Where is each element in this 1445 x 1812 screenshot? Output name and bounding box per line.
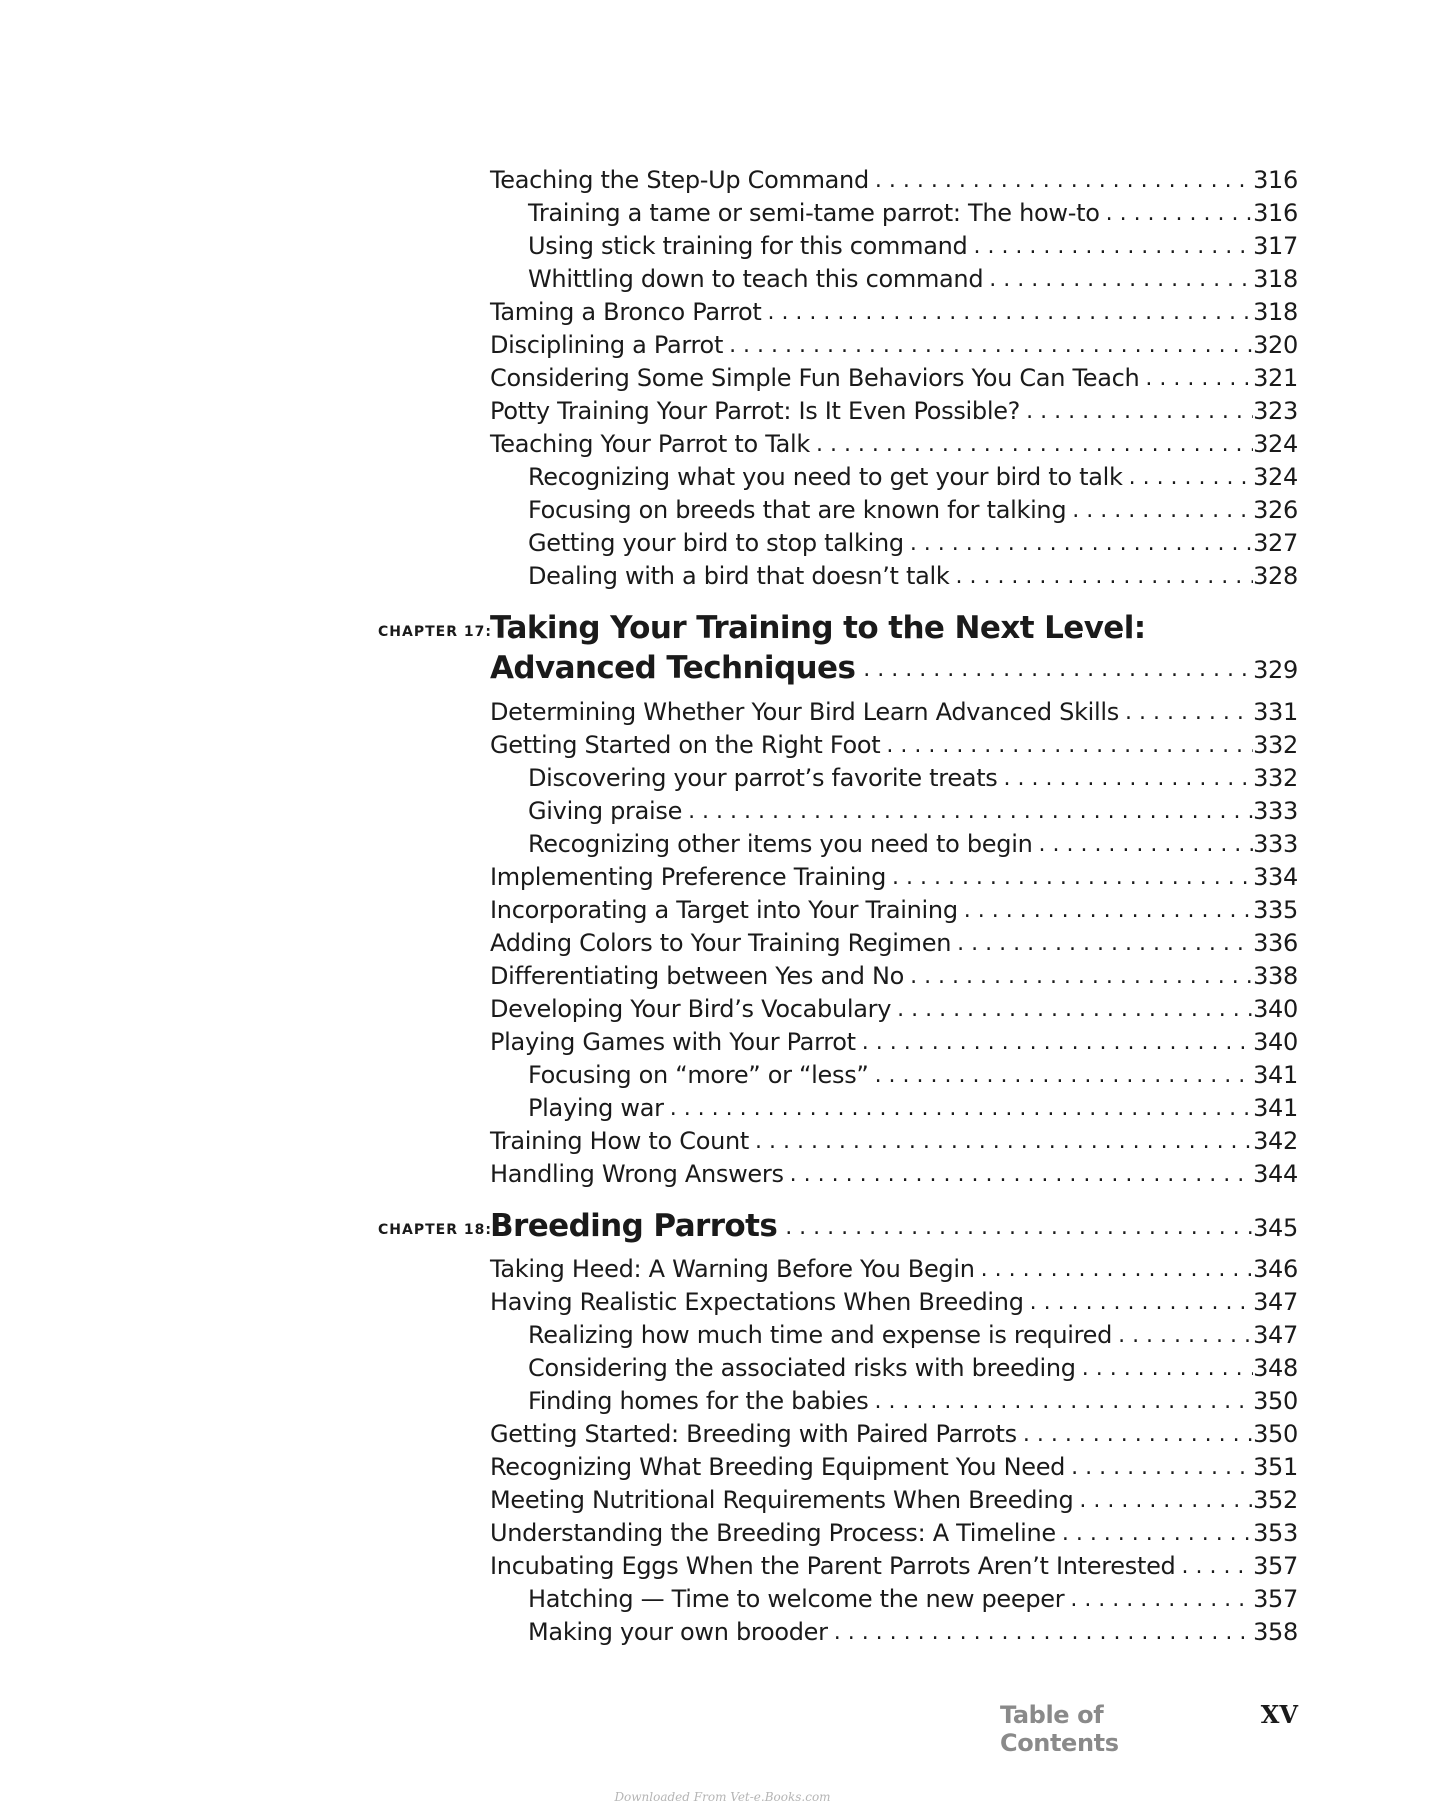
toc-entry[interactable] (490, 1286, 1298, 1319)
dot-leader (981, 1253, 1253, 1286)
toc-entry[interactable] (490, 1484, 1298, 1517)
toc-entry-title: Disciplining a Parrot (490, 331, 724, 359)
toc-entry-page: 351 (1253, 1453, 1298, 1481)
toc-entry[interactable] (490, 696, 1298, 729)
toc-entry[interactable] (490, 927, 1298, 960)
toc-entry-title: Recognizing other items you need to begin (528, 830, 1033, 858)
toc-entry-title: Having Realistic Expectations When Breeding (490, 1288, 1024, 1316)
toc-entry[interactable] (490, 197, 1298, 230)
toc-entry[interactable] (490, 230, 1298, 263)
toc-entry-title: Considering the associated risks with breeding (528, 1354, 1076, 1382)
toc-entry-title: Realizing how much time and expense is required (528, 1321, 1113, 1349)
toc-entry[interactable] (490, 164, 1298, 197)
dot-leader (755, 1125, 1253, 1158)
dot-leader (886, 729, 1253, 762)
toc-entry-page: 332 (1253, 764, 1298, 792)
dot-leader (767, 296, 1253, 329)
toc-entry-page: 324 (1253, 430, 1298, 458)
toc-entry-title: Developing Your Bird’s Vocabulary (490, 995, 892, 1023)
dot-leader (874, 1385, 1253, 1418)
toc-entry-page: 347 (1253, 1321, 1298, 1349)
dot-leader (790, 1158, 1253, 1191)
toc-entry-page: 341 (1253, 1061, 1298, 1089)
toc-entry-title: Giving praise (528, 797, 683, 825)
dot-leader (1106, 197, 1253, 230)
toc-entry-title: Taking Heed: A Warning Before You Begin (490, 1255, 975, 1283)
dot-leader (729, 329, 1253, 362)
toc-entry-page: 328 (1253, 562, 1298, 590)
chapter-17-entries (490, 696, 1298, 1191)
toc-entry-page: 327 (1253, 529, 1298, 557)
toc-entry-title: Recognizing What Breeding Equipment You Need (490, 1453, 1066, 1481)
dot-leader (957, 927, 1253, 960)
dot-leader (1026, 395, 1253, 428)
toc-entry-page: 331 (1253, 698, 1298, 726)
toc-entry-page: 332 (1253, 731, 1298, 759)
chapter-label: CHAPTER 18: (378, 1222, 492, 1238)
toc-entry-page: 357 (1253, 1585, 1298, 1613)
toc-entry[interactable] (490, 560, 1298, 593)
chapter-page-number: 329 (1253, 656, 1298, 684)
dot-leader (1071, 1451, 1253, 1484)
dot-leader (892, 861, 1253, 894)
toc-entry-page: 347 (1253, 1288, 1298, 1316)
toc-entry-page: 336 (1253, 929, 1298, 957)
toc-entry[interactable] (490, 1059, 1298, 1092)
toc-entry-page: 318 (1253, 298, 1298, 326)
toc-entry-page: 340 (1253, 995, 1298, 1023)
dot-leader (1125, 696, 1253, 729)
toc-entry-page: 326 (1253, 496, 1298, 524)
toc-entry-title: Meeting Nutritional Requirements When Breeding (490, 1486, 1074, 1514)
dot-leader (973, 230, 1253, 263)
toc-entry-title: Finding homes for the babies (528, 1387, 869, 1415)
watermark: Downloaded From Vet-e.Books.com (614, 1790, 831, 1804)
toc-entry[interactable] (490, 1092, 1298, 1125)
dot-leader (1039, 828, 1254, 861)
toc-entry-title: Considering Some Simple Fun Behaviors You Can Teach (490, 364, 1140, 392)
toc-entry[interactable] (490, 1517, 1298, 1550)
toc-entry[interactable] (490, 861, 1298, 894)
toc-entry-page: 333 (1253, 830, 1298, 858)
dot-leader (1062, 1517, 1253, 1550)
toc-entry-page: 333 (1253, 797, 1298, 825)
toc-entry-page: 341 (1253, 1094, 1298, 1122)
dot-leader (1079, 1484, 1253, 1517)
toc-entry-title: Focusing on “more” or “less” (528, 1061, 869, 1089)
toc-entry[interactable] (490, 1616, 1298, 1649)
toc-entry-page: 352 (1253, 1486, 1298, 1514)
toc-entry-title: Recognizing what you need to get your bird to talk (528, 463, 1123, 491)
toc-entry[interactable] (490, 894, 1298, 927)
dot-leader (1181, 1550, 1253, 1583)
toc-entry[interactable] (490, 1125, 1298, 1158)
toc-entry-page: 342 (1253, 1127, 1298, 1155)
toc-entry-page: 358 (1253, 1618, 1298, 1646)
toc-entry-page: 324 (1253, 463, 1298, 491)
toc-entry-title: Training a tame or semi-tame parrot: The how-to (528, 199, 1100, 227)
toc-entry-page: 334 (1253, 863, 1298, 891)
toc-entry-title: Taming a Bronco Parrot (490, 298, 762, 326)
toc-entry-title: Dealing with a bird that doesn’t talk (528, 562, 950, 590)
toc-entry[interactable] (490, 1451, 1298, 1484)
toc-entry[interactable] (490, 428, 1298, 461)
chapter-title-line-2: Advanced Techniques . . . 329 (490, 648, 1298, 688)
toc-entry-page: 353 (1253, 1519, 1298, 1547)
dot-leader (875, 164, 1253, 197)
toc-entry-title: Incubating Eggs When the Parent Parrots Aren’t Interested (490, 1552, 1176, 1580)
toc-entry-title: Playing war (528, 1094, 664, 1122)
dot-leader (875, 1059, 1254, 1092)
toc-entry-page: 317 (1253, 232, 1298, 260)
toc-entry-title: Potty Training Your Parrot: Is It Even Possible? (490, 397, 1021, 425)
toc-entry[interactable] (490, 1385, 1298, 1418)
dot-leader (1004, 762, 1254, 795)
toc-entry-page: 320 (1253, 331, 1298, 359)
toc-entry[interactable] (490, 960, 1298, 993)
toc-entry[interactable] (490, 329, 1298, 362)
toc-entry-title: Incorporating a Target into Your Training (490, 896, 958, 924)
dot-leader (1070, 1583, 1253, 1616)
toc-entry-title: Discovering your parrot’s favorite treats (528, 764, 998, 792)
toc-entry-page: 323 (1253, 397, 1298, 425)
toc-section-top (490, 164, 1298, 593)
toc-entry-title: Whittling down to teach this command (528, 265, 984, 293)
toc-entry[interactable] (490, 527, 1298, 560)
toc-entry[interactable] (490, 1550, 1298, 1583)
toc-entry-title: Hatching — Time to welcome the new peeper (528, 1585, 1065, 1613)
toc-entry-page: 335 (1253, 896, 1298, 924)
toc-entry[interactable] (490, 461, 1298, 494)
toc-entry-title: Implementing Preference Training (490, 863, 887, 891)
toc-entry[interactable] (490, 1418, 1298, 1451)
toc-entry-page: 350 (1253, 1387, 1298, 1415)
chapter-label: CHAPTER 17: (378, 624, 492, 640)
toc-entry[interactable] (490, 1352, 1298, 1385)
toc-entry-title: Teaching Your Parrot to Talk (490, 430, 810, 458)
toc-entry-page: 316 (1253, 199, 1298, 227)
chapter-title-line-1: Breeding Parrots . . . 345 (490, 1206, 1298, 1246)
toc-entry[interactable] (490, 494, 1298, 527)
dot-leader (910, 960, 1253, 993)
toc-entry[interactable] (490, 1583, 1298, 1616)
dot-leader (862, 1026, 1253, 1059)
dot-leader (1082, 1352, 1253, 1385)
toc-entry[interactable] (490, 762, 1298, 795)
chapter-title-line-1: Taking Your Training to the Next Level: (490, 610, 1146, 646)
toc-entry-title: Differentiating between Yes and No (490, 962, 905, 990)
footer-page-number: XV (1260, 1700, 1298, 1729)
dot-leader (1030, 1286, 1253, 1319)
toc-entry[interactable] (490, 729, 1298, 762)
dot-leader (834, 1616, 1253, 1649)
toc-entry-title: Adding Colors to Your Training Regimen (490, 929, 952, 957)
toc-entry-page: 340 (1253, 1028, 1298, 1056)
toc-entry-title: Focusing on breeds that are known for talking (528, 496, 1067, 524)
toc-entry[interactable] (490, 828, 1298, 861)
toc-entry-page: 357 (1253, 1552, 1298, 1580)
toc-entry-page: 321 (1253, 364, 1298, 392)
toc-entry-title: Getting your bird to stop talking (528, 529, 904, 557)
chapter-page-number: 345 (1253, 1214, 1298, 1242)
toc-entry[interactable] (490, 395, 1298, 428)
toc-entry[interactable] (490, 263, 1298, 296)
toc-entry[interactable] (490, 1319, 1298, 1352)
toc-entry[interactable] (490, 795, 1298, 828)
toc-entry-page: 338 (1253, 962, 1298, 990)
toc-entry-page: 348 (1253, 1354, 1298, 1382)
toc-entry-page: 350 (1253, 1420, 1298, 1448)
toc-entry-page: 316 (1253, 166, 1298, 194)
dot-leader (1072, 494, 1253, 527)
dot-leader (816, 428, 1253, 461)
footer-section-title: Table of Contents (1000, 1701, 1119, 1757)
toc-entry-title: Understanding the Breeding Process: A Timeline (490, 1519, 1056, 1547)
dot-leader (964, 894, 1253, 927)
dot-leader (777, 1210, 1253, 1246)
toc-entry-page: 346 (1253, 1255, 1298, 1283)
dot-leader (955, 560, 1253, 593)
chapter-title (490, 608, 1298, 688)
toc-entry-title: Handling Wrong Answers (490, 1160, 784, 1188)
toc-entry-title: Making your own brooder (528, 1618, 828, 1646)
toc-entry-title: Getting Started on the Right Foot (490, 731, 881, 759)
dot-leader (1118, 1319, 1253, 1352)
dot-leader (897, 993, 1253, 1026)
dot-leader (989, 263, 1253, 296)
chapter-title (490, 1206, 1298, 1246)
toc-entry[interactable] (490, 362, 1298, 395)
chapter-18-entries (490, 1253, 1298, 1649)
toc-entry-title: Training How to Count (490, 1127, 750, 1155)
toc-entry[interactable] (490, 993, 1298, 1026)
page-footer (1000, 1700, 1298, 1757)
dot-leader (670, 1092, 1253, 1125)
toc-entry[interactable] (490, 1026, 1298, 1059)
dot-leader (910, 527, 1253, 560)
dot-leader (1145, 362, 1253, 395)
toc-entry-title: Playing Games with Your Parrot (490, 1028, 856, 1056)
dot-leader (688, 795, 1253, 828)
toc-entry[interactable] (490, 1253, 1298, 1286)
dot-leader (1129, 461, 1253, 494)
toc-entry[interactable] (490, 296, 1298, 329)
toc-entry-title: Getting Started: Breeding with Paired Parrots (490, 1420, 1017, 1448)
toc-entry[interactable] (490, 1158, 1298, 1191)
toc-entry-title: Determining Whether Your Bird Learn Advanced Skills (490, 698, 1119, 726)
toc-entry-page: 318 (1253, 265, 1298, 293)
toc-entry-page: 344 (1253, 1160, 1298, 1188)
toc-entry-title: Teaching the Step-Up Command (490, 166, 869, 194)
dot-leader (1023, 1418, 1253, 1451)
toc-entry-title: Using stick training for this command (528, 232, 968, 260)
dot-leader (855, 652, 1253, 688)
